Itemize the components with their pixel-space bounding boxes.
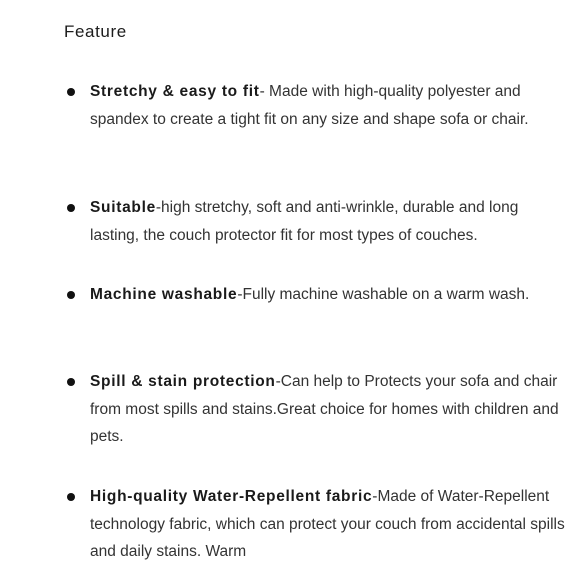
feature-description: -high stretchy, soft and anti-wrinkle, durable and long lasting, the couch protector fit for most types of couches. bbox=[90, 199, 519, 244]
feature-title: Suitable bbox=[90, 199, 156, 216]
feature-description: -Fully machine washable on a warm wash. bbox=[237, 286, 530, 303]
feature-item-spill-protection bbox=[66, 368, 570, 451]
feature-title: Machine washable bbox=[90, 286, 238, 303]
feature-title: High-quality Water-Repellent fabric bbox=[90, 488, 373, 505]
feature-item-machine-washable bbox=[66, 281, 570, 309]
feature-title: Spill & stain protection bbox=[90, 373, 276, 390]
bullet-icon bbox=[67, 291, 75, 299]
feature-item-suitable bbox=[66, 194, 570, 249]
feature-description: - Made with high-quality polyester and spandex to create a tight fit on any size and shape sofa or chair. bbox=[90, 83, 529, 128]
bullet-icon bbox=[67, 493, 75, 501]
section-heading: Feature bbox=[64, 22, 127, 41]
feature-title: Stretchy & easy to fit bbox=[90, 83, 260, 100]
feature-description: -Can help to Protects your sofa and chair from most spills and stains.Great choice for homes with children and pets. bbox=[90, 373, 559, 445]
bullet-icon bbox=[67, 88, 75, 96]
bullet-icon bbox=[67, 378, 75, 386]
bullet-icon bbox=[67, 204, 75, 212]
feature-item-stretchy bbox=[66, 78, 570, 133]
feature-item-water-repellent bbox=[66, 483, 570, 566]
feature-description: -Made of Water-Repellent technology fabric, which can protect your couch from accidental spills and daily stains. Warm bbox=[90, 488, 565, 560]
